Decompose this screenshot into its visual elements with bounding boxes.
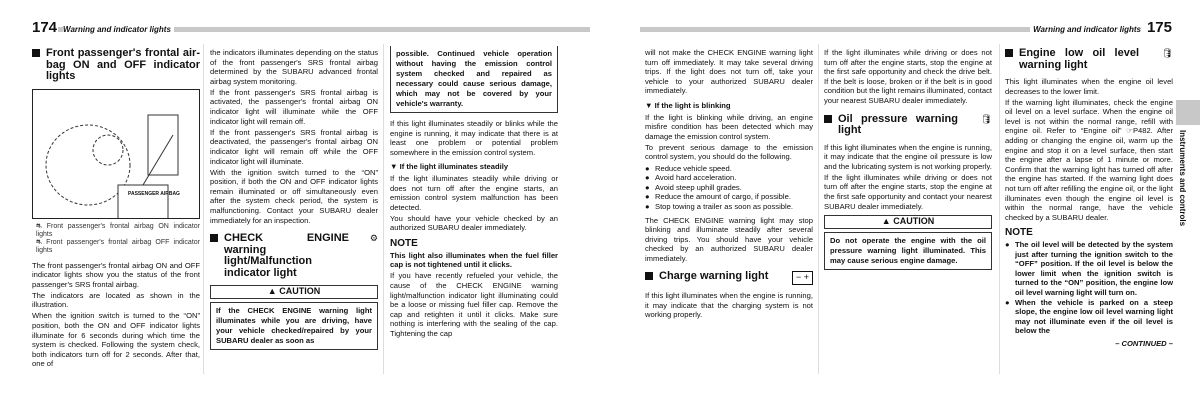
paragraph: If the warning light illuminates, check the engine oil level on a level surface. When the engine oil level is not within the normal range, refill with engine oil. Refer to “Engine oil” ☞P482. After adding or changing the engine oil, warm up the engine and stop it on a level surface, then start the engine after a lapse of 1 minute or more. Confirm that the warning light has turned off after the engine has started. If the warning light does not turn off after refilling the engine oil, or the light illuminates even though the engine oil level is within the normal range, have the vehicle checked by a SUBARU dealer. [1005, 97, 1173, 222]
bullet-text: Reduce vehicle speed. [655, 163, 732, 173]
column-check-engine [390, 46, 558, 340]
paragraph: If the front passenger's SRS frontal airbag is activated, the passenger's frontal airbag ON indicator light will illuminate while the OFF indicator light will remain off. [210, 87, 378, 126]
figure-label: PASSENGER AIRBAG [128, 190, 180, 197]
heading-text: Front passenger's frontal air-bag ON and OFF indicator lights [46, 47, 200, 82]
paragraph: If the light is blinking while driving, an engine misfire condition has been detected which may damage the emission control system. [645, 112, 813, 141]
bullet-item: ● Reduce the amount of cargo, if possible. [645, 192, 791, 202]
section-heading [824, 114, 992, 137]
paragraph: If this light illuminates steadily or blinks while the engine is running, it may indicate that there is at least one problem or potential problem somewhere in the emission control system. [390, 119, 558, 157]
header-title: Warning and indicator lights [63, 25, 174, 34]
caution-label: ▲ CAUTION [210, 285, 378, 299]
section-heading [1005, 48, 1173, 71]
note-text: When the vehicle is parked on a steep slope, the engine low oil level warning light may not illuminate even if the oil level is below the [1015, 297, 1173, 336]
subheading: ▼ If the light illuminates steadily [390, 162, 509, 172]
section-heading [210, 233, 378, 279]
paragraph: This light illuminates when the engine oil level decreases to the lower limit. [1005, 77, 1173, 96]
paragraph: When the ignition switch is turned to the “ON” position, both the ON and OFF indicator lights illuminate for 6 seconds during which time the system is checked. Following the system check, both indicators turn off for 2 seconds. After that, one of [32, 311, 200, 369]
left-page-header [32, 16, 180, 36]
paragraph: If the light illuminates while driving or does not turn off after the engine starts, stop the engine at the first safe opportunity and contact your nearest SUBARU dealer immediately. [824, 172, 992, 211]
subheading-text: If the light is blinking [654, 100, 731, 110]
column-divider [999, 44, 1000, 374]
legend-text: Front passenger's frontal airbag ON indicator lights [36, 222, 200, 238]
airbag-on-icon: ⛐ [36, 222, 47, 230]
section-heading [32, 48, 200, 83]
paragraph: To prevent serious damage to the emission control system, you should do the following. [645, 142, 813, 162]
column-divider [818, 44, 819, 374]
page-number: 174 [32, 19, 58, 36]
paragraph: will not make the CHECK ENGINE warning light turn off immediately. It may take several driving trips. If the light does not turn off, take your vehicle to your authorized SUBARU dealer immediately. [645, 48, 813, 96]
bullet-item: ● Avoid steep uphill grades. [645, 182, 742, 192]
caution-text: CAUTION [279, 286, 321, 297]
note-text: The oil level will be detected by the system just after turning the ignition switch to the “OFF” position. If the oil level is below the lower limit when the ignition switch is turned to the “ON” position, the engine low oil level warning light will turn on. [1015, 240, 1173, 297]
legend-item [36, 239, 200, 255]
bullet-text: Reduce the amount of cargo, if possible. [655, 192, 791, 202]
section-tab-label: Instruments and controls [1178, 130, 1187, 227]
section-heading [645, 271, 813, 285]
note-heading: NOTE [390, 238, 418, 250]
airbag-off-icon: ⛐ [36, 238, 47, 246]
column-airbag-2 [210, 48, 378, 350]
bullet-item: ● Avoid hard acceleration. [645, 173, 737, 183]
oil-can-icon: 🛢 [980, 113, 992, 124]
page-number: 175 [1146, 19, 1172, 36]
subheading-text: If the light illuminates steadily [399, 162, 509, 172]
paragraph: If this light illuminates when the engine is running, it may indicate that the engine oil pressure is low and the lubricating system is not working properly. [824, 142, 992, 171]
continued-label: – CONTINUED – [1115, 338, 1173, 348]
bullet-item: ● Stop towing a trailer as soon as possible. [645, 201, 794, 211]
paragraph: The CHECK ENGINE warning light may stop blinking and illuminate steadily after several driving trips. You should have your vehicle checked by an authorized SUBARU dealer immediately. [645, 215, 813, 263]
column-oil-pressure [824, 48, 992, 270]
section-tab [1176, 100, 1200, 125]
oil-level-icon: 🛢 [1161, 48, 1173, 58]
right-page-header [1024, 16, 1172, 36]
paragraph: If the light illuminates while driving or does not turn off after the engine starts, stop the engine at the first safe opportunity and check the drive belt. If the belt is loose, broken or if the belt is in good condition but the light remains illuminated, contact your nearest SUBARU dealer immediately. [824, 48, 993, 105]
caution-label: ▲ CAUTION [824, 215, 992, 229]
heading-text: Oil pressure warning light [838, 112, 958, 137]
legend-text: Front passenger's frontal airbag OFF indicator lights [36, 238, 200, 254]
caution-box-continued: possible. Continued vehicle operation without having the emission control system checked and repaired as necessary could cause serious damage, which may not be covered by your vehicle's warranty. [390, 46, 558, 113]
column-divider [203, 44, 204, 374]
bullet-text: Stop towing a trailer as soon as possible. [655, 201, 794, 211]
note-heading: NOTE [1005, 227, 1033, 239]
paragraph: the indicators illuminates depending on the status of the front passenger's SRS frontal airbag determined by the SUBARU advanced frontal airbag system monitoring. [210, 48, 378, 86]
check-engine-icon: ⚙ [369, 233, 378, 244]
dashboard-illustration [32, 89, 200, 219]
heading-text: Engine low oil level warning light [1019, 47, 1139, 71]
column-check-engine-2 [645, 48, 813, 321]
caution-box: If the CHECK ENGINE warning light illuminates while you are driving, have your vehicle checked/repaired by your SUBARU dealer as soon as [210, 302, 378, 350]
paragraph: The front passenger's frontal airbag ON and OFF indicator lights show you the status of the front passenger's SRS frontal airbag. [32, 260, 200, 289]
paragraph: If this light illuminates when the engine is running, it may indicate that the charging system is not working properly. [645, 290, 813, 320]
legend-item [36, 223, 200, 239]
bullet-text: Avoid hard acceleration. [655, 173, 737, 183]
subheading: ▼ If the light is blinking [645, 100, 731, 110]
column-divider [383, 44, 384, 374]
column-low-oil [1005, 44, 1173, 349]
caution-box: Do not operate the engine with the oil pressure warning light illuminated. This may cause serious engine damage. [824, 232, 992, 270]
battery-icon: − + [792, 271, 813, 285]
paragraph: With the ignition switch turned to the “ON” position, if both the ON and OFF indicator lights remain illuminated or off simultaneously even after the system check period, the system is malfunctioning. Contact your SUBARU dealer immediately for an inspection. [210, 167, 378, 225]
heading-text: CHECK ENGINE warning light/Malfunction indicator light [224, 232, 349, 279]
note-item: ● When the vehicle is parked on a steep slope, the engine low oil level warning light may not illuminate even if the oil level is below the [1005, 297, 1173, 336]
paragraph: You should have your vehicle checked by an authorized SUBARU dealer immediately. [390, 213, 558, 233]
paragraph: The indicators are located as shown in the illustration. [32, 290, 200, 310]
paragraph: If the front passenger's SRS frontal airbag is deactivated, the passenger's frontal airbag ON indicator light will remain off while the OFF indicator light will illuminate. [210, 127, 378, 166]
caution-text: CAUTION [893, 216, 935, 227]
paragraph: If you have recently refueled your vehicle, the cause of the CHECK ENGINE warning light/malfunction indicator light illuminating could be a loose or missing fuel filler cap. Remove the cap and retighten it until it clicks. Make sure nothing is interfering with the sealing of the cap. Tightening the cap [390, 271, 558, 338]
column-airbag-1 [32, 44, 200, 371]
note-item: ● The oil level will be detected by the system just after turning the ignition switch to the “OFF” position. If the oil level is below the lower limit when the ignition switch is turned to the “ON” position, the engine low oil level warning light will turn on. [1005, 240, 1173, 297]
heading-text: Charge warning light [659, 270, 769, 283]
bullet-text: Avoid steep uphill grades. [655, 182, 742, 192]
bullet-item: ● Reduce vehicle speed. [645, 163, 732, 173]
note-text: This light also illuminates when the fuel filler cap is not tightened until it clicks. [390, 250, 558, 270]
header-title: Warning and indicator lights [1030, 25, 1141, 34]
paragraph: If the light illuminates steadily while driving or does not turn off after the engine starts, an emission control system malfunction has been detected. [390, 173, 558, 212]
